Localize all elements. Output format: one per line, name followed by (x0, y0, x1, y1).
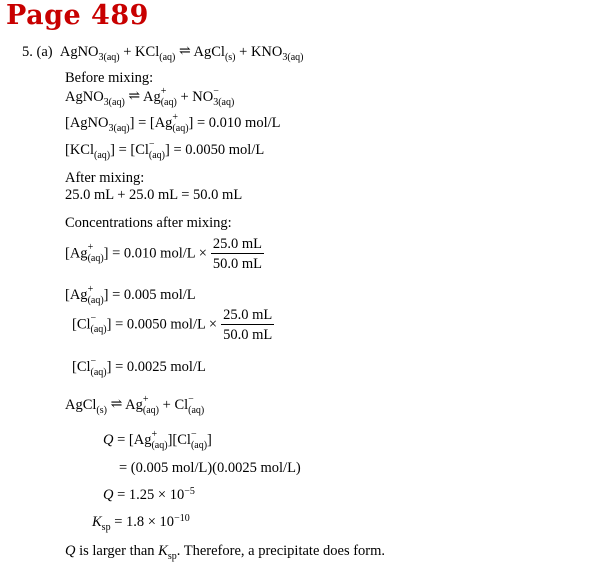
equilibrium-arrow-icon: ⇌ (110, 397, 123, 412)
ksp-value: $K_{sp} = 1.8 \times 10^{-10}$ (92, 513, 190, 533)
dissociation-equation: AgNO$_{3(aq)}$ ⇌ Ag + $_{(aq)}$ + NO − $_{3(aq)}$ (65, 86, 235, 108)
before-heading: Before mixing: (65, 70, 154, 86)
cl-result-line: [Cl − $_{(aq)}$] = 0.0025 mol/L (72, 356, 206, 378)
q-substitution: = (0.005 mol/L)(0.0025 mol/L) (119, 460, 301, 476)
volume-sum: 25.0 mL + 25.0 mL = 50.0 mL (65, 187, 243, 203)
q-value: $Q = 1.25 \times 10^{-5}$ (103, 486, 195, 503)
ag-result-line: [Ag + $_{(aq)}$] = 0.005 mol/L (65, 284, 196, 306)
page-title: Page 489 (6, 0, 149, 31)
conclusion: Q is larger than $K_{sp}$. Therefore, a precipitate does form. (65, 543, 386, 562)
after-heading: After mixing: (65, 170, 145, 186)
conc-agno3-line: [AgNO$_{3(aq)}$] = [Ag + $_{(aq)}$] = 0.010 mol/L (65, 112, 281, 134)
conc-heading: Concentrations after mixing: (65, 215, 232, 231)
conc-kcl-line: [KCl$_{(aq)}$] = [Cl − $_{(aq)}$] = 0.0050 mol/L (65, 139, 265, 161)
equilibrium-arrow-icon: ⇌ (178, 44, 191, 59)
q-expression: Q = [Ag + $_{(aq)}$][Cl − $_{(aq)}$] (103, 429, 212, 451)
cl-calc-line: [Cl − $_{(aq)}$] = 0.0050 mol/L × $\frac{25.0 mL}{50.0 mL}$ (72, 307, 273, 343)
fraction: $\frac{25.0 mL}{50.0 mL}$ (212, 236, 263, 272)
agcl-equilibrium: AgCl$_{(s)}$ ⇌ Ag + $_{(aq)}$ + Cl − $_{(aq)}$ (65, 394, 205, 416)
fraction: $\frac{25.0 mL}{50.0 mL}$ (223, 307, 273, 343)
equilibrium-arrow-icon: ⇌ (128, 89, 141, 104)
ag-calc-line: [Ag + $_{(aq)}$] = 0.010 mol/L × $\frac{25.0 mL}{50.0 mL}$ (65, 236, 263, 272)
problem-number: 5. (a) (22, 44, 53, 60)
reaction-line: 5. (a) AgNO$_{3(aq)}$ + KCl$_{(aq)}$ ⇌ AgCl$_{(s)}$ + $KNO_{3(aq)}$ (22, 44, 304, 63)
